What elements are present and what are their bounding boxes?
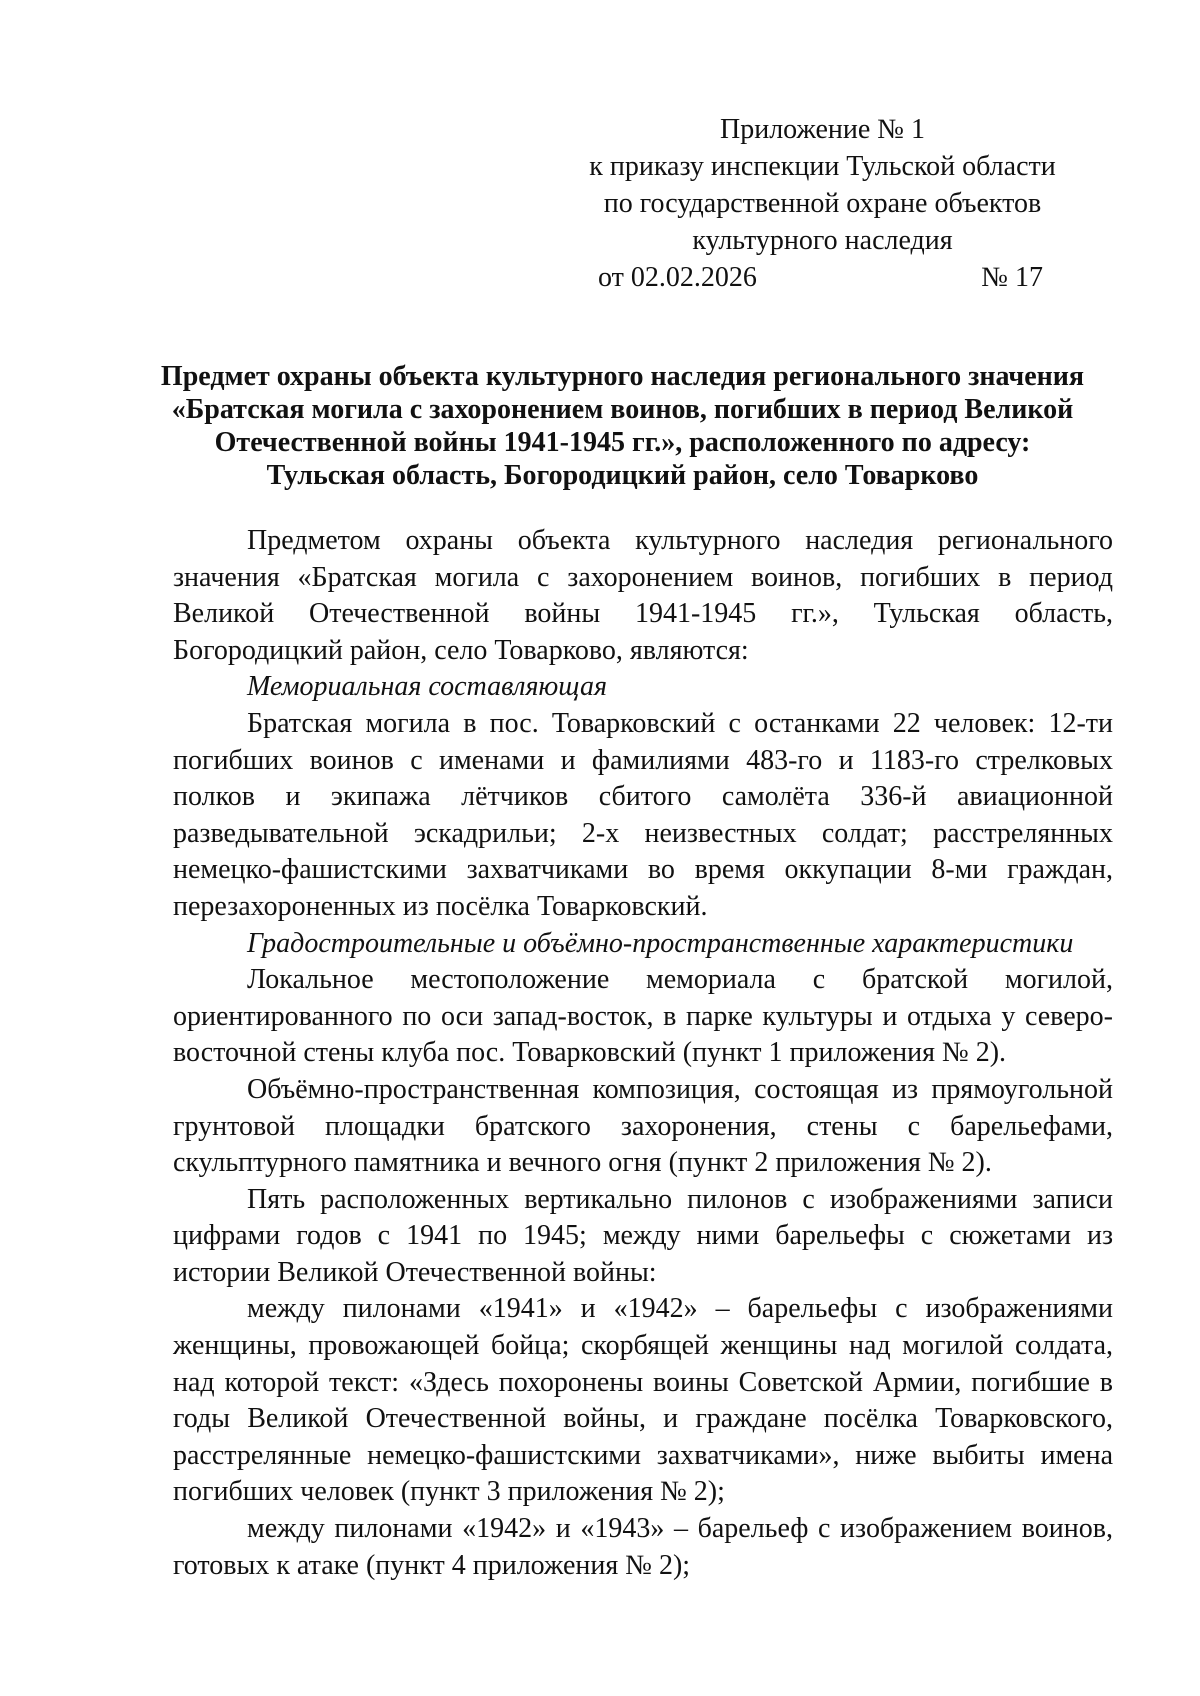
memorial-section-heading: Мемориальная составляющая <box>247 671 608 703</box>
appendix-order-ref: к приказу инспекции Тульской области <box>589 151 1056 182</box>
appendix-date-number-row <box>560 259 1085 296</box>
title-line-4: Тульская область, Богородицкий район, село Товарково <box>266 460 979 491</box>
memorial-section-paragraph: Братская могила в пос. Товарковский с останками 22 человек: 12-ти погибших воинов с именами и фамилиями 483-го и 1183-го стрелковых полков и экипажа лётчиков сбитого самолёта 336-й авиационной разведывательной эскадрильи; 2-х неизвестных солдат; расстрелянных немецко-фашистскими захватчиками во время оккупации 8-ми граждан, перезахороненных из посёлка Товарковский. <box>173 707 1113 922</box>
bas-relief-1941-1942-paragraph: между пилонами «1941» и «1942» – барельефы с изображениями женщины, провожающей бойца; скорбящей женщины над могилой солдата, над которой текст: «Здесь похоронены воины Советской Армии, погибшие в годы Великой Отечественной войны, и граждане посёлка Товарковского, расстрелянные немецко-фашистскими захватчиками», ниже выбиты имена погибших человек (пункт 3 приложения № 2); <box>173 1293 1113 1508</box>
appendix-label: Приложение № 1 <box>720 114 925 145</box>
appendix-number: № 17 <box>981 262 1043 293</box>
intro-paragraph: Предметом охраны объекта культурного наследия регионального значения «Братская могила с захоронением воинов, погибших в период Великой Отечественной войны 1941-1945 гг.», Тульская область, Богородицкий район, село Товарково, являются: <box>173 525 1113 666</box>
urban-section-heading: Градостроительные и объёмно-пространственные характеристики <box>247 927 1074 959</box>
title-line-2: «Братская могила с захоронением воинов, погибших в период Великой <box>171 394 1074 425</box>
pylons-paragraph: Пять расположенных вертикально пилонов с изображениями записи цифрами годов с 1941 по 1945; между ними барельефы с сюжетами из истории Великой Отечественной войны: <box>173 1183 1113 1288</box>
appendix-header <box>560 111 1085 296</box>
appendix-order-ref-end: культурного наследия <box>692 225 953 256</box>
bas-relief-1942-1943-paragraph: между пилонами «1942» и «1943» – барельеф с изображением воинов, готовых к атаке (пункт 4 приложения № 2); <box>173 1513 1113 1581</box>
title-line-1: Предмет охраны объекта культурного наследия регионального значения <box>160 361 1085 392</box>
composition-paragraph: Объёмно-пространственная композиция, состоящая из прямоугольной грунтовой площадки братского захоронения, стены с барельефами, скульптурного памятника и вечного огня (пункт 2 приложения № 2). <box>173 1073 1113 1179</box>
title-line-3: Отечественной войны 1941-1945 гг.», расположенного по адресу: <box>214 427 1031 458</box>
document-title <box>150 360 1095 492</box>
document-body <box>173 523 1113 1584</box>
appendix-order-ref-cont: по государственной охране объектов <box>603 188 1042 219</box>
appendix-date: от 02.02.2026 <box>598 262 757 293</box>
location-paragraph: Локальное местоположение мемориала с братской могилой, ориентированного по оси запад-восток, в парке культуры и отдыха у северо-восточной стены клуба пос. Товарковский (пункт 1 приложения № 2). <box>173 964 1113 1069</box>
